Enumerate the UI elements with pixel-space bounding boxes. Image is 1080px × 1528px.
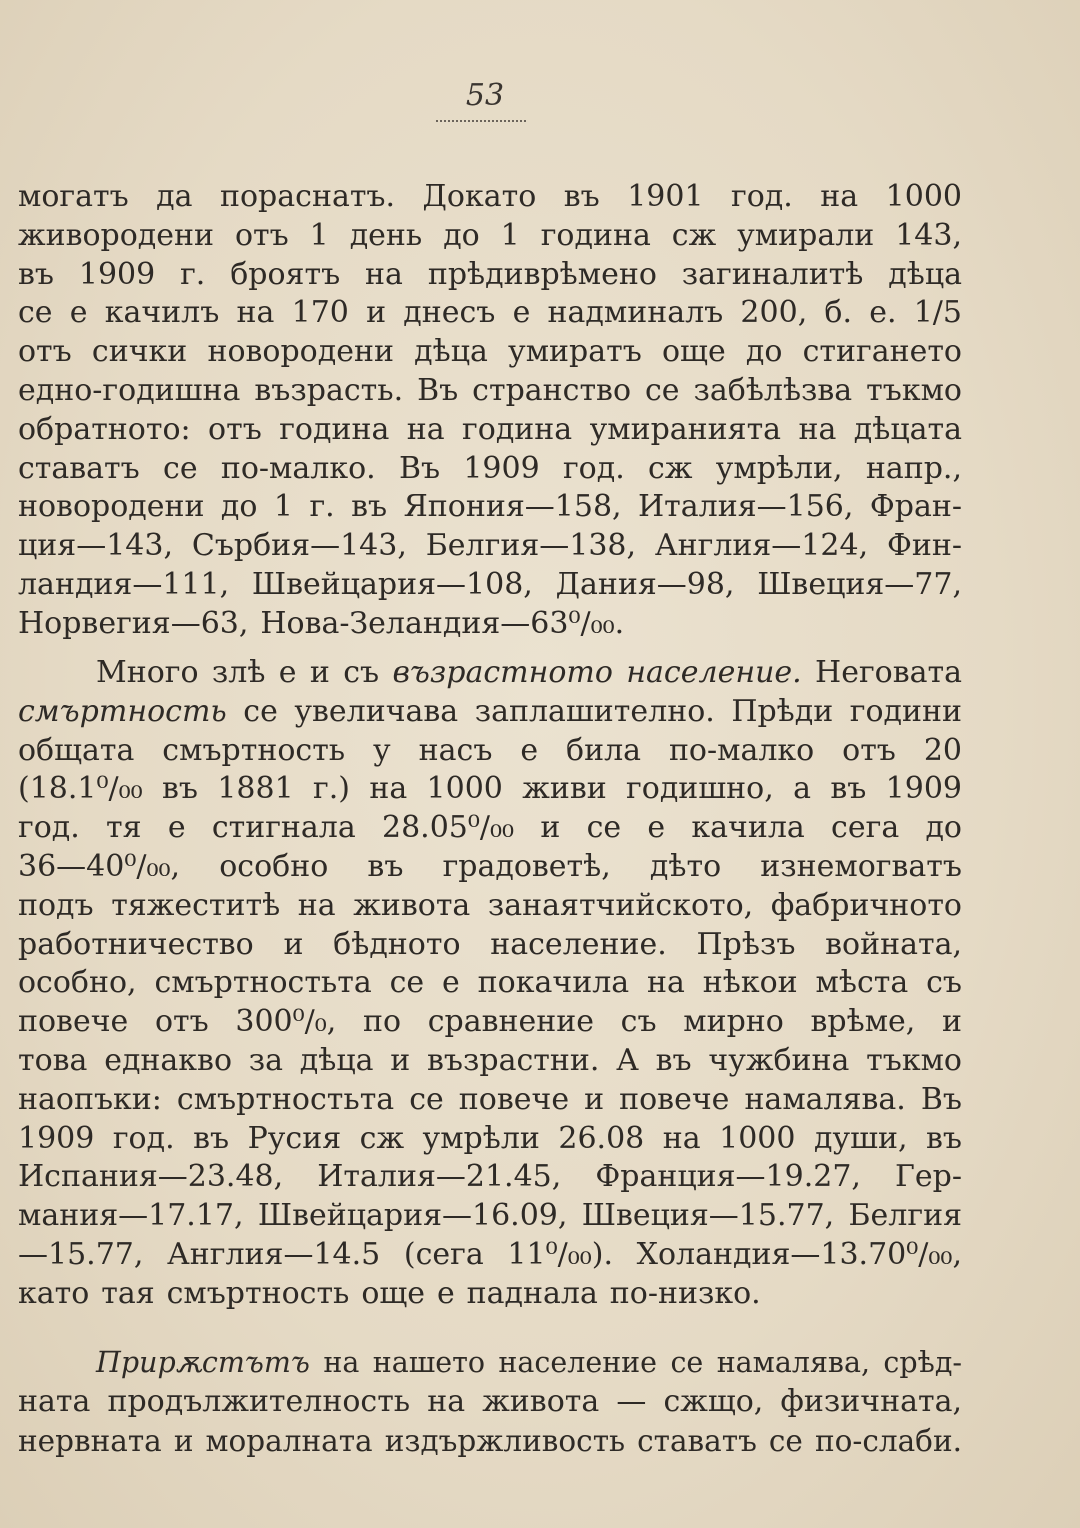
text-line: като тая смъртность още е паднала по-низко. xyxy=(18,1275,761,1311)
text-run: се увеличава заплашително. Прѣди години xyxy=(226,693,962,729)
text-line: работничество и бѣдното население. Прѣзъ войната, xyxy=(18,926,962,962)
text-line: нервната и моралната издържливость ставатъ се по-слаби. xyxy=(18,1423,962,1458)
text-line: Норвегия—63, Нова-Зеландия—63⁰/₀₀. xyxy=(18,605,625,641)
text-run: на нашето население се намалява, срѣд- xyxy=(309,1346,962,1379)
text-line: (18.1⁰/₀₀ въ 1881 г.) на 1000 живи годишно, а въ 1909 xyxy=(18,771,962,807)
text-line: ната продължителность на живота — сжщо, физичната, xyxy=(18,1383,962,1419)
text-line: мания—17.17, Швейцария—16.09, Швеция—15.77, Белгия xyxy=(18,1198,962,1234)
text-run: Много злѣ е и съ xyxy=(96,655,393,690)
text-line: ставатъ се по-малко. Въ 1909 год. сж умрѣли, напр., xyxy=(18,450,962,486)
text-line: —15.77, Англия—14.5 (сега 11⁰/₀₀). Холандия—13.70⁰/₀₀, xyxy=(18,1236,962,1272)
text-line: подъ тяжеститѣ на живота занаятчийското, фабричното xyxy=(18,887,962,923)
emphasis-text: възрастното население. xyxy=(392,655,802,690)
text-line: обратното: отъ година на година умиранията на дѣцата xyxy=(18,411,962,447)
text-line xyxy=(18,693,962,732)
text-line: въ 1909 г. броятъ на прѣдиврѣмено загиналитѣ дѣца xyxy=(18,256,962,292)
emphasis-text: Прирѫстътъ xyxy=(96,1346,310,1379)
text-line: повече отъ 300⁰/₀, по сравнение съ мирно врѣме, и xyxy=(18,1004,962,1040)
text-line: наопъки: смъртностьта се повече и повече намалява. Въ xyxy=(18,1081,962,1117)
text-line xyxy=(18,1344,962,1383)
paragraph-1 xyxy=(18,178,962,644)
text-line: ция—143, Сърбия—143, Белгия—138, Англия—124, Фин- xyxy=(18,528,962,564)
paragraph-2 xyxy=(18,654,962,1314)
text-line: год. тя е стигнала 28.05⁰/₀₀ и се е качила сега до xyxy=(18,810,962,846)
text-line: общата смъртность у насъ е била по-малко отъ 20 xyxy=(18,732,962,768)
text-line: това еднакво за дѣца и възрастни. А въ чужбина тъкмо xyxy=(18,1042,962,1078)
text-line: 1909 год. въ Русия сж умрѣли 26.08 на 1000 души, въ xyxy=(18,1120,962,1156)
text-line: отъ сички новородени дѣца умиратъ още до стигането xyxy=(18,334,962,370)
text-line: ландия—111, Швейцария—108, Дания—98, Швеция—77, xyxy=(18,566,962,602)
paragraph-3 xyxy=(18,1344,962,1460)
text-line: 36—40⁰/₀₀, особно въ градоветѣ, дѣто изнемогватъ xyxy=(18,848,962,884)
page-number-rule xyxy=(436,120,526,122)
emphasis-text: смъртность xyxy=(18,693,227,729)
text-line: могатъ да пораснатъ. Докато въ 1901 год. на 1000 xyxy=(18,179,962,214)
text-run: Неговата xyxy=(801,655,963,690)
text-line xyxy=(18,654,962,693)
page-number: 53 xyxy=(465,78,505,113)
text-line: едно-годишна възрасть. Въ странство се забѣлѣзва тъкмо xyxy=(18,372,962,408)
text-line: новородени до 1 г. въ Япония—158, Италия—156, Фран- xyxy=(18,489,962,525)
text-line: Испания—23.48, Италия—21.45, Франция—19.27, Гер- xyxy=(18,1159,962,1195)
text-line: се е качилъ на 170 и днесъ е надминалъ 200, б. е. 1/5 xyxy=(18,295,962,331)
text-line: особно, смъртностьта се е покачила на нѣкои мѣста съ xyxy=(18,965,962,1001)
text-line: живородени отъ 1 день до 1 година сж умирали 143, xyxy=(18,217,962,253)
